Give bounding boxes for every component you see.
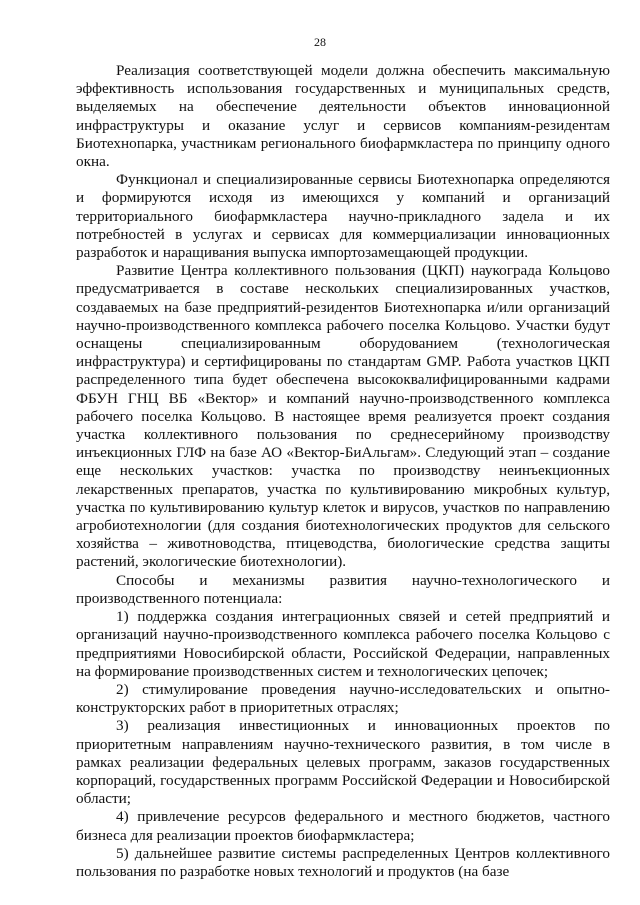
page-body — [76, 62, 610, 881]
paragraph-ckp-development: Развитие Центра коллективного пользования (ЦКП) наукограда Кольцово предусматривается в составе нескольких специализированных участков, создаваемых на базе предприятий-резидентов Биотехнопарка и/или организаций научно-производственного комплекса рабочего поселка Кольцово. Участки будут оснащены специализированным оборудованием (технологическая инфраструктура) и сертифицированы по стандартам GMP. Работа участков ЦКП распределенного типа будет обеспечена высококвалифицированными кадрами ФБУН ГНЦ ВБ «Вектор» и компаний научно-производственного комплекса рабочего поселка Кольцово. В настоящее время реализуется проект создания участка коллективного пользования по среднесерийному производству инъекционных ГЛФ на базе АО «Вектор-БиАльгам». Следующий этап – создание еще нескольких участков: участка по производству неинъекционных лекарственных препаратов, участка по культивированию микробных культур, участка по культивированию культур клеток и вирусов, участков по направлению агробиотехнологии (для создания биотехнологических продуктов для сельского хозяйства – животноводства, птицеводства, биологические средства защиты растений, экологические биотехнологии). — [76, 262, 610, 571]
list-item-4: 4) привлечение ресурсов федерального и местного бюджетов, частного бизнеса для реализации проектов биофармкластера; — [76, 808, 610, 844]
paragraph-biotechnopark-services: Функционал и специализированные сервисы Биотехнопарка определяются и формируются исходя из имеющихся у компаний и организаций территориального биофармкластера научно-прикладного задела и их потребностей в услугах и сервисах для коммерциализации инновационных разработок и наращивания выпуска импортозамещающей продукции. — [76, 171, 610, 262]
list-item-2: 2) стимулирование проведения научно-исследовательских и опытно-конструкторских работ в приоритетных отраслях; — [76, 680, 610, 717]
list-item-3: 3) реализация инвестиционных и инновационных проектов по приоритетным направлениям научно-технического развития, в том числе в рамках реализации федеральных целевых программ, заказов государственных корпораций, государственных программ Российской Федерации и Новосибирской области; — [76, 717, 610, 808]
paragraph-methods-intro: Способы и механизмы развития научно-технологического и производственного потенциала: — [76, 571, 610, 607]
list-item-1: 1) поддержка создания интеграционных связей и сетей предприятий и организаций научно-производственного комплекса рабочего поселка Кольцово с предприятиями Новосибирской области, Российской Федерации, направленных на формирование производственных систем и технологических цепочек; — [76, 608, 610, 680]
list-item-5: 5) дальнейшее развитие системы распределенных Центров коллективного пользования по разработке новых технологий и продуктов (на базе — [76, 844, 610, 880]
paragraph-model-efficiency: Реализация соответствующей модели должна обеспечить максимальную эффективность использования государственных и муниципальных средств, выделяемых на обеспечение деятельности объектов инновационной инфраструктуры и оказание услуг и сервисов компаниям-резидентам Биотехнопарка, участникам регионального биофармкластера по принципу одного окна. — [76, 62, 610, 171]
page-number: 28 — [314, 35, 326, 49]
